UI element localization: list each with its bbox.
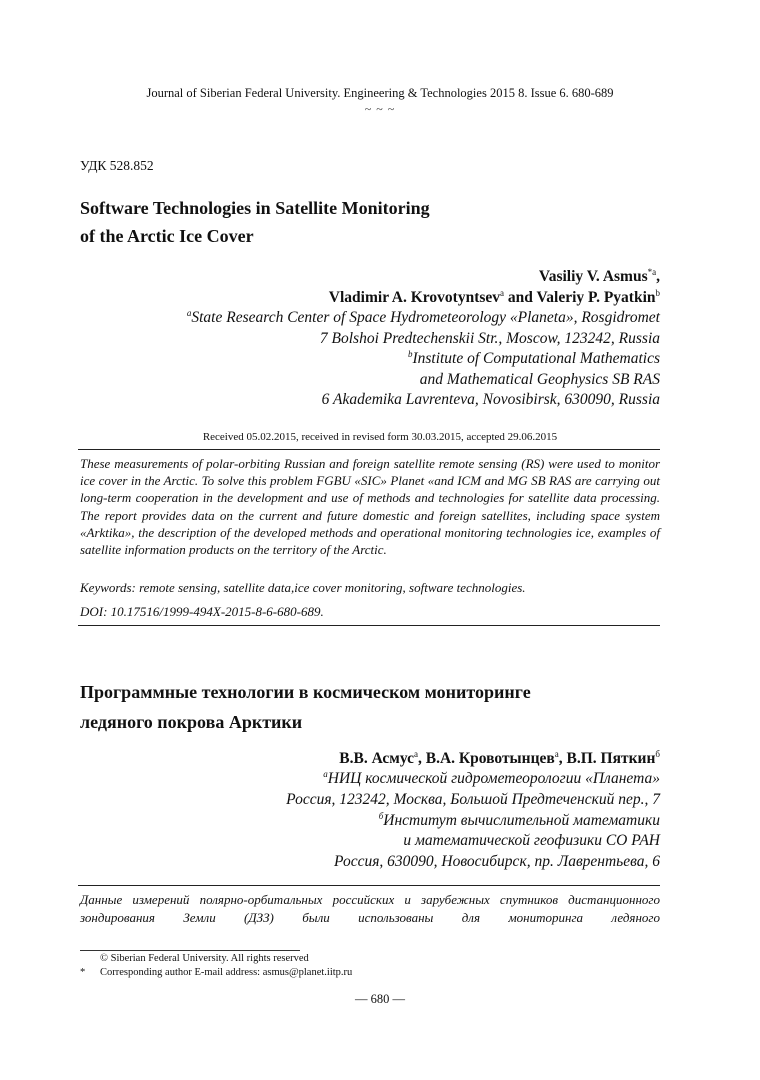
author-ru-sep-1: , <box>418 750 426 767</box>
corresponding-author: Corresponding author E-mail address: asmus@planet.iitp.ru <box>100 967 353 978</box>
author-ru-pyatkin: В.П. Пяткин <box>566 750 656 767</box>
affil-a-line1-text: State Research Center of Space Hydrometeorology «Planeta», Rosgidromet <box>191 309 660 326</box>
author-asmus-sup: *a <box>647 266 657 277</box>
abstract-bottom-rule <box>78 625 660 626</box>
author-ru-asmus: В.В. Асмус <box>339 750 414 767</box>
copyright-footnote: © Siberian Federal University. All rights reserved <box>100 953 309 964</box>
author-line-1: Vasiliy V. Asmus$^{*a}$, <box>538 266 660 285</box>
affil-ru-b-line1-text: Институт вычислительной математики <box>383 811 660 829</box>
author-krovotyntsev-sup: a <box>500 287 505 298</box>
russian-authors <box>339 748 660 769</box>
affil-b-line1 <box>187 349 660 370</box>
affil-a-sup: a <box>186 307 192 318</box>
russian-affiliations <box>286 769 660 873</box>
english-abstract: These measurements of polar-orbiting Russian and foreign satellite remote sensing (RS) were used to monitor ice cover in the Arctic. To solve this problem FGBU «SIC» Planet «and ICM and MG SB RAS are carrying out long-term cooperation in the development and use of methods and technologies for satellite data processing. The report provides data on the current and future domestic and foreign satellites, including space system «Arktika», the description of the developed methods and operational monitoring technologies ice, examples of satellite information products on the territory of the Arctic. <box>80 456 660 558</box>
affil-b-line2: and Mathematical Geophysics SB RAS <box>419 370 660 388</box>
russian-abstract: Данные измерений полярно-орбитальных российских и зарубежных спутников дистанционного зондирования Земли (ДЗЗ) были использованы для мониторинга ледяного <box>80 892 660 925</box>
russian-title <box>80 677 531 737</box>
affil-ru-a-sup: а <box>323 768 328 779</box>
journal-header: Journal of Siberian Federal University. Engineering & Technologies 2015 8. Issue 6. 680-689 <box>146 86 614 100</box>
affil-ru-b-line2: и математической геофизики СО РАН <box>403 832 660 850</box>
english-title <box>80 194 430 250</box>
corresponding-footnote <box>80 967 352 978</box>
affil-ru-a-line1-text: НИЦ космической гидрометеорологии «Планета» <box>327 770 660 787</box>
affil-ru-b-line3: Россия, 630090, Новосибирск, пр. Лаврентьева, 6 <box>334 853 660 871</box>
author-pyatkin-sup: b <box>655 287 660 298</box>
affil-a-line2: 7 Bolshoi Predtechenskii Str., Moscow, 123242, Russia <box>319 329 660 347</box>
footnote-rule <box>80 950 300 951</box>
english-affiliations <box>187 308 660 411</box>
affil-ru-a-line2: Россия, 123242, Москва, Большой Предтеченский пер., 7 <box>286 790 660 808</box>
author-ru-pyatkin-sup: б <box>655 748 660 759</box>
russian-title-line2: ледяного покрова Арктики <box>80 712 303 732</box>
english-authors <box>329 266 660 308</box>
udk-code: УДК 528.852 <box>80 158 154 173</box>
footnote-star: * <box>80 967 86 978</box>
russian-abstract-rule <box>78 885 660 886</box>
keywords: Keywords: remote sensing, satellite data,ice cover monitoring, software technologies. <box>80 580 526 595</box>
author-line-2 <box>329 287 660 308</box>
russian-title-line1: Программные технологии в космическом мониторинге <box>80 682 531 702</box>
affil-ru-a-line1 <box>286 769 660 790</box>
affil-a-line1 <box>187 308 660 329</box>
author-ru-sep-2: , <box>558 750 567 767</box>
english-title-line2: of the Arctic Ice Cover <box>80 226 254 246</box>
affil-b-sup: b <box>407 348 413 359</box>
author-pyatkin: Valeriy P. Pyatkin <box>536 289 656 306</box>
abstract-top-rule <box>78 449 660 450</box>
affil-ru-b-sup: б <box>378 810 384 821</box>
author-and: and <box>504 289 537 306</box>
received-dates: Received 05.02.2015, received in revised form 30.03.2015, accepted 29.06.2015 <box>202 431 558 443</box>
author-ru-krovotyntsev: В.А. Кровотынцев <box>425 750 555 767</box>
affil-b-line3: 6 Akademika Lavrenteva, Novosibirsk, 630090, Russia <box>321 391 660 408</box>
author-asmus: Vasiliy V. Asmus <box>538 268 648 285</box>
author-ru-asmus-sup: а <box>414 748 418 759</box>
affil-ru-b-line1 <box>286 811 660 832</box>
affil-b-line1-text: Institute of Computational Mathematics <box>412 350 660 367</box>
author-ru-krovotyntsev-sup: а <box>554 748 559 759</box>
doi: DOI: 10.17516/1999-494X-2015-8-6-680-689. <box>80 604 324 619</box>
author-krovotyntsev: Vladimir A. Krovotyntsev <box>328 289 501 306</box>
header-separator: ~ ~ ~ <box>364 102 396 116</box>
english-title-line1: Software Technologies in Satellite Monitoring <box>80 198 430 218</box>
page-number: — 680 — <box>355 992 405 1006</box>
